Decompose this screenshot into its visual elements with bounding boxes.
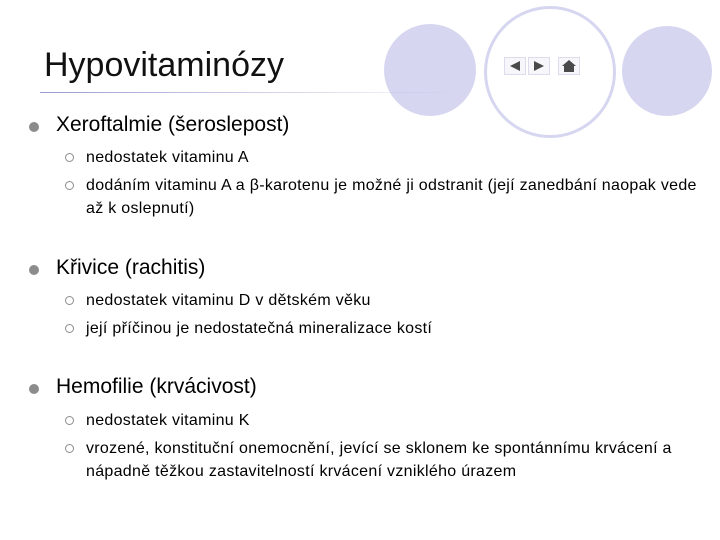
sub-bullet: [65, 324, 74, 333]
section-item: nedostatek vitaminu A: [86, 149, 249, 166]
sub-bullet: [65, 153, 74, 162]
previous-slide-button[interactable]: [504, 57, 526, 75]
home-button[interactable]: [558, 57, 580, 75]
home-icon: [562, 60, 576, 72]
nav-controls: [504, 56, 582, 76]
section-item: vrozené, konstituční onemocnění, jevící se sklonem ke spontánnímu krvácení a nápadně těžkou zastavitelností krvácení vzniklého úrazem: [86, 440, 672, 480]
title-underline: [40, 92, 460, 93]
section-item: dodáním vitaminu A a β-karotenu je možné ji odstranit (její zanedbání naopak vede až k oslepnutí): [86, 177, 697, 217]
section-item: její příčinou je nedostatečná mineralizace kostí: [86, 320, 433, 337]
section-item: nedostatek vitaminu D v dětském věku: [86, 292, 371, 309]
section-heading: Hemofilie (krvácivost): [56, 375, 257, 398]
section-item: nedostatek vitaminu K: [86, 412, 250, 429]
bullet: [29, 384, 39, 394]
bullet: [29, 265, 39, 275]
arrow-right-icon: [532, 60, 546, 72]
bullet: [29, 122, 39, 132]
section-heading: Křivice (rachitis): [56, 256, 206, 279]
section-heading: Xeroftalmie (šeroslepost): [56, 113, 290, 136]
decor-circle-large: [384, 24, 476, 116]
decor-circle-right: [622, 26, 712, 116]
next-slide-button[interactable]: [528, 57, 550, 75]
sub-bullet: [65, 296, 74, 305]
slide-title: Hypovitaminózy: [44, 46, 284, 84]
sub-bullet: [65, 181, 74, 190]
sub-bullet: [65, 416, 74, 425]
sub-bullet: [65, 444, 74, 453]
arrow-left-icon: [508, 60, 522, 72]
